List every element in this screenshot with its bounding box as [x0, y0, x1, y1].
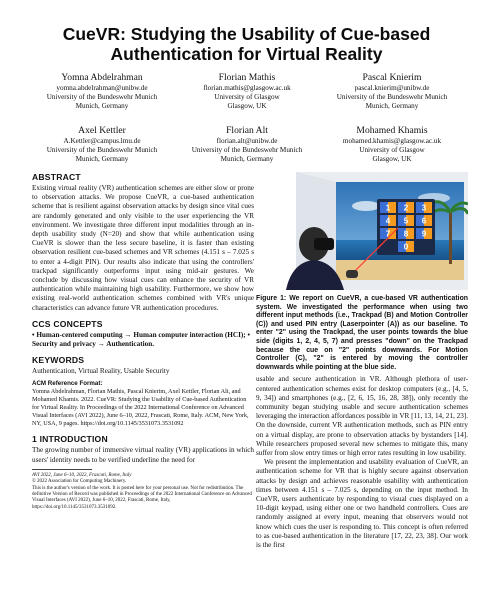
- author-name: Florian Mathis: [218, 72, 276, 83]
- author-email: florian.mathis@glasgow.ac.uk: [203, 84, 291, 92]
- author-3: [312, 72, 472, 111]
- paper-title: CueVR: Studying the Usability of Cue-based Authentication for Virtual Reality: [62, 24, 431, 64]
- author-affiliation: University of Glasgow: [214, 93, 280, 101]
- left-column: [32, 172, 254, 511]
- author-name: Axel Kettler: [78, 125, 126, 136]
- keypad-digit: 9: [421, 229, 427, 239]
- author-name: Pascal Knierim: [362, 72, 422, 83]
- right-paragraph-2: We present the implementation and usability evaluation of CueVR, an authentication scheme for VR that is highly secure against observation attacks by design and achieves reasonable usability with authentication times between 4.151 s – 7.025 s, depending on the input method. In CueVR, users authenticate by responding to visual cues displayed on a 10-digit keypad, using either one or two handheld controllers. Cues are randomly assigned at every input, meaning that observers would not know which cues the user is responding to. This concept is often referred to as cue-based authentication in the literature [17, 22, 23, 38]. Our work is the first: [256, 458, 468, 549]
- author-1: [22, 72, 182, 111]
- author-location: Munich, Germany: [75, 102, 129, 110]
- keypad-digit: 2: [403, 203, 409, 213]
- keypad-digit: 5: [403, 216, 409, 226]
- author-affiliation: University of the Bundeswehr Munich: [46, 93, 158, 101]
- keypad-digit: 3: [421, 203, 427, 213]
- ccs-text: • Human-centered computing → Human computer interaction (HCI); • Security and privacy → Authentication.: [32, 330, 250, 349]
- author-affiliation: University of the Bundeswehr Munich: [191, 146, 303, 154]
- right-paragraph-1: usable and secure authentication in VR. Although plethora of user-centered authentication schemes exist for desktop computers (e.g., [4, 5, 9, 34]) and smartphones (e.g., [2, 6, 15, 16, 28, 38]), only recently the community began studying usable and secure authentication schemes leveraging the interaction affordances possible in VR [11, 13, 14, 21, 23]. On the downside, current VR authentication methods, such as PIN entry on a virtual display, are prone to observation attacks by bystanders [14]. While researchers proposed several new schemes to mitigate this, many suffer from slow entry times or high error rates resulting in low usability.: [256, 375, 468, 457]
- abstract-heading: ABSTRACT: [32, 172, 81, 182]
- figure-caption: Figure 1: We report on CueVR, a cue-based VR authentication system. We investigated the performance when using two different input methods (i.e., Trackpad (B) and Motion Controller (C)) and used PIN entry (Laserpointer (A)) as our baseline. To enter "2" using the Trackpad, the user points towards the blue side (digits 1, 2, 4, 5, 7) and presses "down" on the Trackpad because the cue on "2" points downwards. For Motion Controller (C), "2" is entered by moving the controller downwards while pointing at the blue side.: [256, 295, 468, 371]
- right-column: [256, 172, 468, 550]
- author-email: yomna.abdelrahman@unibw.de: [56, 84, 148, 92]
- author-location: Glasgow, UK: [227, 102, 267, 110]
- palm-trunk: [449, 212, 452, 264]
- controller-icon: [346, 270, 358, 278]
- cloud-shape: [352, 201, 380, 211]
- author-location: Munich, Germany: [365, 102, 419, 110]
- keywords-heading: KEYWORDS: [32, 355, 85, 366]
- keywords-text: Authentication, Virtual Reality, Usable Security: [32, 367, 170, 376]
- intro-text: The growing number of immersive virtual reality (VR) applications in which users' identity needs to be verified underline the need for: [32, 446, 254, 464]
- keypad-digit: 0: [403, 242, 409, 252]
- author-6: [312, 125, 472, 164]
- reference-text: Yomna Abdelrahman, Florian Mathis, Pascal Knierim, Axel Kettler, Florian Alt, and Mohamed Khamis. 2022. CueVR: Studying the Usability of Cue-based Authentication for Virtual Reality. In Proceedings of the 2022 International Conference on Advanced Visual Interfaces (AVI 2022), June 6–10, 2022, Frascati, Rome, Italy. ACM, New York, NY, USA, 9 pages. https://doi.org/10.1145/3531073.3531092: [32, 388, 249, 428]
- author-email: A.Kettler@campus.lmu.de: [63, 137, 141, 145]
- author-name: Yomna Abdelrahman: [61, 72, 143, 83]
- author-name: Florian Alt: [226, 125, 268, 136]
- abstract-text: Existing virtual reality (VR) authentication schemes are either slow or prone to observation attacks. We propose CueVR, a cue-based authentication scheme that is resilient against observation attacks by design since vital cues are randomly generated and only visible to the user experiencing the VR environment. We investigate three different input modalities through an in-depth usability study (N=20) and show that while authentication using CueVR is slower than the less secure baseline, it is faster than existing observation resilient cue-based schemes and VR schemes (4.151 s – 7.025 s to enter a 4-digit PIN). Our results also indicate that using the controllers' trackpad significantly outperforms input using mid-air gestures. We conclude by discussing how visual cues can enhance the security of VR authentication while maintaining high usability. Furthermore, we show how existing real-world authentication schemes combined with VR's unique characteristics can advance future VR authentication procedures.: [32, 184, 254, 312]
- intro-heading: 1 INTRODUCTION: [32, 434, 108, 445]
- footnote-version: This is the author's version of the work. It is posted here for your personal use. Not for redistribution. The definitive Version of Record was published in Proceedings of the 2022 International Conference on Advanced Visual Interfaces (AVI 2022), June 6–10, 2022, Frascati, Rome, Italy, https://doi.org/10.1145/3531073.3531092.: [32, 485, 252, 510]
- vr-headset: [314, 238, 334, 250]
- author-location: Munich, Germany: [220, 155, 274, 163]
- ccs-heading: CCS CONCEPTS: [32, 318, 103, 329]
- author-location: Glasgow, UK: [372, 155, 412, 163]
- author-name: Mohamed Khamis: [356, 125, 428, 136]
- author-affiliation: University of the Bundeswehr Munich: [46, 146, 158, 154]
- vr-scene-illustration: [256, 172, 468, 290]
- virtual-keypad: [377, 199, 435, 255]
- author-4: [22, 125, 182, 164]
- author-2: [167, 72, 327, 111]
- footnote-copyright: © 2022 Association for Computing Machinery.: [32, 479, 127, 485]
- author-affiliation: University of the Bundeswehr Munich: [336, 93, 448, 101]
- keypad-digit: 8: [403, 229, 409, 239]
- author-location: Munich, Germany: [75, 155, 129, 163]
- reference-heading: ACM Reference Format:: [32, 380, 103, 388]
- author-5: [167, 125, 327, 164]
- author-email: florian.alt@unibw.de: [216, 137, 278, 145]
- keypad-digit: 7: [385, 229, 391, 239]
- author-affiliation: University of Glasgow: [359, 146, 425, 154]
- keypad-digit: 6: [421, 216, 427, 226]
- author-email: mohamed.khamis@glasgow.ac.uk: [342, 137, 442, 145]
- keypad-digit: 4: [385, 216, 391, 226]
- footnote-rule: [32, 469, 92, 470]
- author-email: pascal.knierim@unibw.de: [354, 84, 430, 92]
- footnote-venue: AVI 2022, June 6–10, 2022, Frascati, Rome, Italy: [32, 472, 132, 478]
- teaser-figure: [256, 172, 468, 290]
- keypad-digit: 1: [385, 203, 391, 213]
